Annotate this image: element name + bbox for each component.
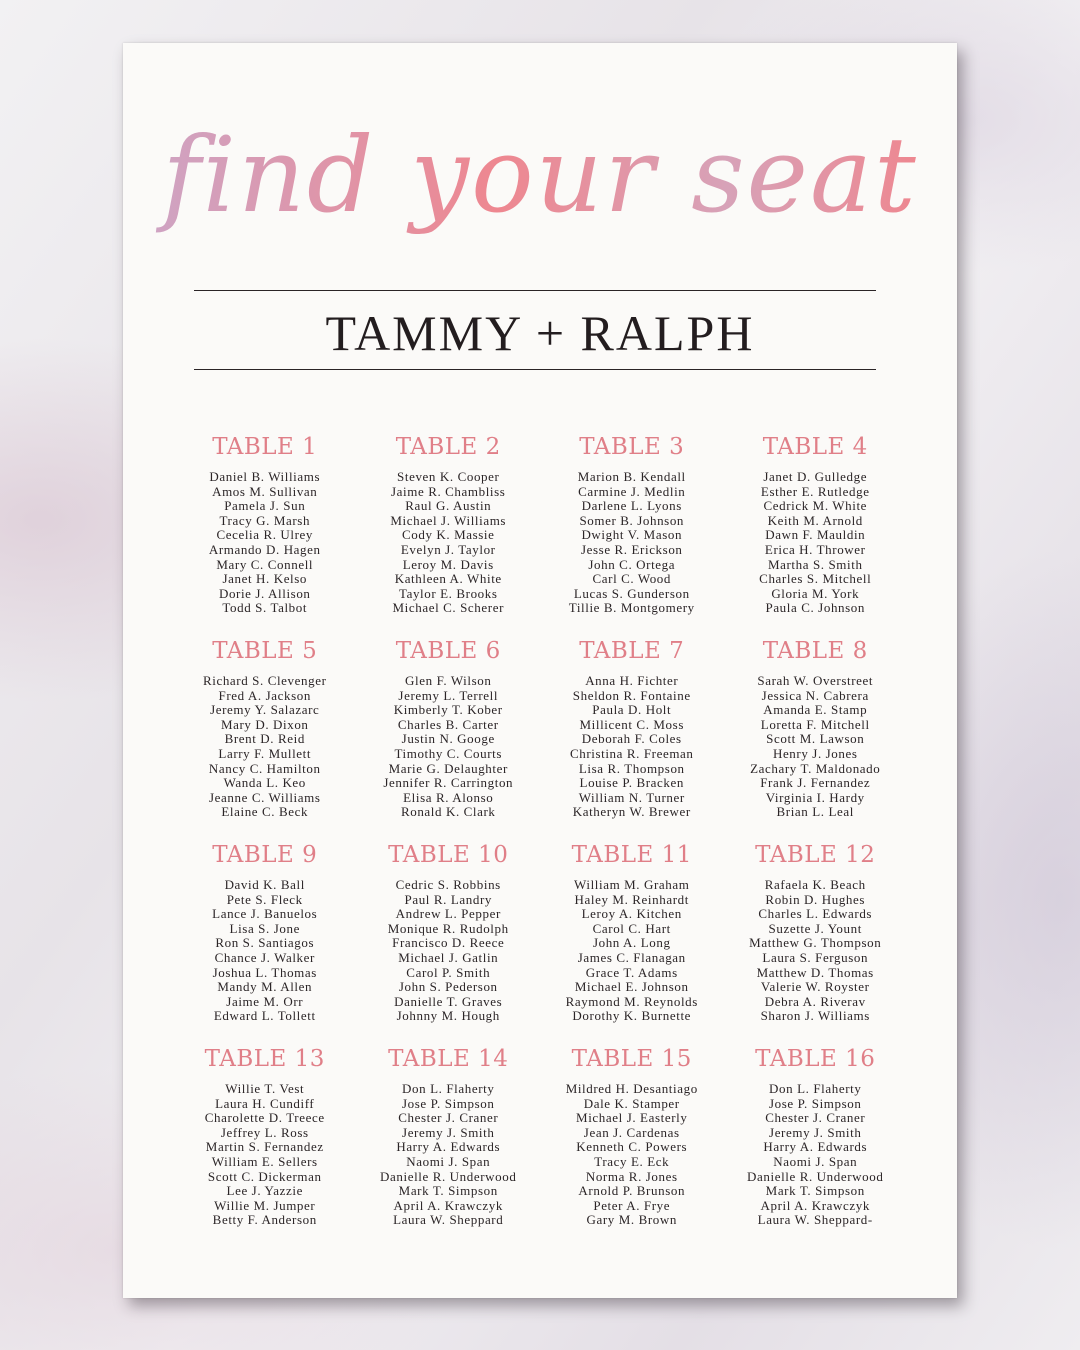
guest-name: Tracy E. Eck xyxy=(594,1153,670,1169)
guest-name: Jeremy J. Smith xyxy=(402,1124,495,1140)
guest-name: Cecelia R. Ulrey xyxy=(216,527,314,543)
guest-name: John S. Pederson xyxy=(398,979,498,995)
guest-name: Henry J. Jones xyxy=(772,745,858,761)
guest-name: Michael E. Johnson xyxy=(574,979,689,995)
guest-name: Anna H. Fichter xyxy=(585,673,679,688)
guest-name: Matthew D. Thomas xyxy=(756,964,874,980)
guest-name: Pete S. Fleck xyxy=(226,891,303,907)
guest-name: Raymond M. Reynolds xyxy=(565,993,698,1009)
table-heading: TABLE 12 xyxy=(755,842,876,868)
table-heading: TABLE 1 xyxy=(212,434,318,460)
table-block xyxy=(173,840,357,1044)
guest-name: Jean J. Cardenas xyxy=(583,1124,680,1140)
guest-name: Brian L. Leal xyxy=(776,804,854,820)
guest-name: Somer B. Johnson xyxy=(579,512,685,528)
guest-name: Tillie B. Montgomery xyxy=(568,600,695,616)
guest-name: Deborah F. Coles xyxy=(581,731,682,747)
guest-name: Paula D. Holt xyxy=(592,702,672,718)
guest-name: Naomi J. Span xyxy=(406,1153,491,1169)
table-heading: TABLE 11 xyxy=(571,842,692,868)
guest-name: Jessica N. Cabrera xyxy=(761,687,869,703)
table-block xyxy=(173,636,357,840)
table-block xyxy=(173,1044,357,1248)
table-heading: TABLE 10 xyxy=(388,842,509,868)
guest-name: Debra A. Riverav xyxy=(764,993,866,1009)
seating-chart-sign xyxy=(123,43,957,1298)
guest-name: James C. Flanagan xyxy=(577,949,686,965)
guest-name: Chester J. Craner xyxy=(765,1110,866,1126)
guest-name: William M. Graham xyxy=(574,877,690,892)
guest-name: Arnold P. Brunson xyxy=(578,1183,686,1199)
guest-name: Peter A. Frye xyxy=(593,1197,671,1213)
guest-name: Rafaela K. Beach xyxy=(764,877,866,892)
guest-name: Grace T. Adams xyxy=(585,964,678,980)
guest-name: Jose P. Simpson xyxy=(769,1095,862,1111)
guest-name: Erica H. Thrower xyxy=(764,541,866,557)
guest-name: Cedric S. Robbins xyxy=(395,877,501,892)
guest-name: Leroy M. Davis xyxy=(402,556,494,572)
guest-name: Lucas S. Gunderson xyxy=(573,585,690,601)
guest-name: Dorie J. Allison xyxy=(218,585,311,601)
guest-name: Michael J. Easterly xyxy=(576,1110,688,1126)
guest-name: Dawn F. Mauldin xyxy=(765,527,866,543)
guest-name: Katheryn W. Brewer xyxy=(572,804,691,820)
guest-name: Virginia I. Hardy xyxy=(765,789,865,805)
guest-name: Tracy G. Marsh xyxy=(219,512,311,528)
guest-name: Louise P. Bracken xyxy=(579,775,684,791)
guest-name: Andrew L. Pepper xyxy=(395,906,501,922)
guest-name: Robin D. Hughes xyxy=(765,891,866,907)
script-title-text: find your seat xyxy=(162,115,918,236)
guest-name: Richard S. Clevenger xyxy=(202,673,327,688)
guest-name: John C. Ortega xyxy=(588,556,676,572)
guest-name: Laura H. Cundiff xyxy=(215,1095,315,1111)
guest-name: Michael C. Scherer xyxy=(392,600,504,616)
tables-grid xyxy=(173,432,907,1248)
guest-name: Sharon J. Williams xyxy=(760,1008,870,1024)
guest-name: Gloria M. York xyxy=(771,585,860,601)
table-heading: TABLE 7 xyxy=(579,638,685,664)
table-heading: TABLE 6 xyxy=(395,638,501,664)
guest-name: Janet D. Gulledge xyxy=(763,469,868,484)
guest-name: Lisa S. Jone xyxy=(229,920,300,936)
guest-name: Naomi J. Span xyxy=(773,1153,858,1169)
guest-name: Elaine C. Beck xyxy=(221,804,309,820)
table-block xyxy=(724,636,908,840)
table-heading: TABLE 4 xyxy=(762,434,868,460)
guest-name: David K. Ball xyxy=(224,877,305,892)
table-block xyxy=(724,840,908,1044)
couple-names: TAMMY + RALPH xyxy=(325,305,755,361)
guest-name: Danielle R. Underwood xyxy=(380,1168,517,1184)
guest-name: Glen F. Wilson xyxy=(405,673,492,688)
guest-name: Justin N. Googe xyxy=(401,731,495,747)
table-heading: TABLE 2 xyxy=(395,434,501,460)
guest-name: Esther E. Rutledge xyxy=(760,483,870,499)
guest-name: William E. Sellers xyxy=(211,1153,318,1169)
guest-name: Mary D. Dixon xyxy=(220,716,309,732)
guest-name: Christina R. Freeman xyxy=(569,745,694,761)
table-block xyxy=(724,432,908,636)
guest-name: Mary C. Connell xyxy=(216,556,314,572)
guest-name: Taylor E. Brooks xyxy=(398,585,498,601)
guest-name: Norma R. Jones xyxy=(585,1168,678,1184)
guest-name: Amos M. Sullivan xyxy=(212,483,318,499)
guest-name: Jaime R. Chambliss xyxy=(391,483,506,499)
table-block xyxy=(173,432,357,636)
table-heading: TABLE 14 xyxy=(388,1046,509,1072)
table-block xyxy=(540,432,724,636)
guest-name: Danielle T. Graves xyxy=(394,993,503,1009)
guest-name: Betty F. Anderson xyxy=(212,1212,317,1228)
guest-name: Danielle R. Underwood xyxy=(747,1168,884,1184)
guest-name: Laura W. Sheppard- xyxy=(757,1212,873,1228)
guest-name: Todd S. Talbot xyxy=(222,600,308,616)
guest-name: Sarah W. Overstreet xyxy=(757,673,874,688)
guest-name: Francisco D. Reece xyxy=(392,935,505,951)
table-heading: TABLE 8 xyxy=(762,638,868,664)
guest-name: Lee J. Yazzie xyxy=(226,1183,303,1199)
guest-name: Don L. Flaherty xyxy=(769,1081,862,1096)
table-heading: TABLE 15 xyxy=(571,1046,692,1072)
guest-name: Laura S. Ferguson xyxy=(762,949,869,965)
guest-name: Frank J. Fernandez xyxy=(760,775,871,791)
table-block xyxy=(357,1044,541,1248)
guest-name: Jose P. Simpson xyxy=(402,1095,495,1111)
guest-name: Marie G. Delaughter xyxy=(388,760,508,776)
table-block xyxy=(540,1044,724,1248)
table-heading: TABLE 9 xyxy=(212,842,318,868)
guest-name: William N. Turner xyxy=(578,789,685,805)
guest-name: Monique R. Rudolph xyxy=(387,920,509,936)
guest-name: Zachary T. Maldonado xyxy=(750,760,881,776)
guest-name: Pamela J. Sun xyxy=(224,498,306,514)
guest-name: Suzette J. Yount xyxy=(768,920,862,936)
guest-name: Dale K. Stamper xyxy=(583,1095,680,1111)
guest-name: Mark T. Simpson xyxy=(765,1183,865,1199)
guest-name: Chester J. Craner xyxy=(398,1110,499,1126)
guest-name: Jeremy Y. Salazarc xyxy=(210,702,320,718)
guest-name: Ron S. Santiagos xyxy=(215,935,315,951)
guest-name: Kathleen A. White xyxy=(394,571,502,587)
guest-name: Amanda E. Stamp xyxy=(763,702,868,718)
guest-name: Millicent C. Moss xyxy=(579,716,684,732)
guest-name: Carol C. Hart xyxy=(592,920,671,936)
guest-name: Joshua L. Thomas xyxy=(212,964,317,980)
guest-name: Armando D. Hagen xyxy=(208,541,321,557)
guest-name: Dwight V. Mason xyxy=(581,527,683,543)
guest-name: Nancy C. Hamilton xyxy=(208,760,321,776)
guest-name: Carol P. Smith xyxy=(406,964,491,980)
script-title xyxy=(123,83,957,283)
guest-name: Gary M. Brown xyxy=(586,1212,677,1228)
guest-name: Brent D. Reid xyxy=(224,731,305,747)
guest-name: Martin S. Fernandez xyxy=(205,1139,324,1155)
guest-name: April A. Krawczyk xyxy=(393,1197,503,1213)
divider-top xyxy=(194,290,876,291)
guest-name: Jesse R. Erickson xyxy=(580,541,683,557)
guest-name: Loretta F. Mitchell xyxy=(760,716,870,732)
guest-name: Cody K. Massie xyxy=(401,527,495,543)
guest-name: Don L. Flaherty xyxy=(402,1081,495,1096)
guest-name: Edward L. Tollett xyxy=(213,1008,316,1024)
guest-name: Lisa R. Thompson xyxy=(578,760,685,776)
table-heading: TABLE 3 xyxy=(579,434,685,460)
guest-name: Evelyn J. Taylor xyxy=(400,541,496,557)
guest-name: Laura W. Sheppard xyxy=(393,1212,504,1228)
guest-name: Marion B. Kendall xyxy=(577,469,686,484)
guest-name: Charolette D. Treece xyxy=(204,1110,325,1126)
guest-name: Carl C. Wood xyxy=(592,571,671,587)
guest-name: Willie T. Vest xyxy=(225,1081,305,1096)
guest-name: Keith M. Arnold xyxy=(767,512,863,528)
guest-name: Jeremy J. Smith xyxy=(769,1124,862,1140)
guest-name: Steven K. Cooper xyxy=(397,469,500,484)
guest-name: Jeffrey L. Ross xyxy=(220,1124,309,1140)
guest-name: Timothy C. Courts xyxy=(394,745,503,761)
guest-name: Leroy A. Kitchen xyxy=(581,906,682,922)
guest-name: Ronald K. Clark xyxy=(400,804,496,820)
guest-name: Chance J. Walker xyxy=(214,949,315,965)
guest-name: Elisa R. Alonso xyxy=(403,789,494,805)
guest-name: Paul R. Landry xyxy=(404,891,492,907)
guest-name: Janet H. Kelso xyxy=(222,571,308,587)
guest-name: Mandy M. Allen xyxy=(217,979,313,995)
guest-name: Jaime M. Orr xyxy=(226,993,304,1009)
table-block xyxy=(357,840,541,1044)
guest-name: Harry A. Edwards xyxy=(763,1139,868,1155)
divider-bottom xyxy=(194,369,876,370)
guest-name: Dorothy K. Burnette xyxy=(572,1008,692,1024)
guest-name: Wanda L. Keo xyxy=(223,775,306,791)
guest-name: Darlene L. Lyons xyxy=(581,498,682,514)
guest-name: Carmine J. Medlin xyxy=(578,483,686,499)
table-block xyxy=(724,1044,908,1248)
guest-name: Mildred H. Desantiago xyxy=(565,1081,698,1096)
guest-name: Jeremy L. Terrell xyxy=(398,687,499,703)
guest-name: Kimberly T. Kober xyxy=(393,702,503,718)
guest-name: Willie M. Jumper xyxy=(214,1197,316,1213)
guest-name: Scott C. Dickerman xyxy=(207,1168,322,1184)
guest-name: Martha S. Smith xyxy=(767,556,863,572)
guest-name: Valerie W. Royster xyxy=(760,979,870,995)
guest-name: John A. Long xyxy=(592,935,671,951)
table-heading: TABLE 13 xyxy=(204,1046,325,1072)
table-block xyxy=(357,636,541,840)
guest-name: Johnny M. Hough xyxy=(396,1008,500,1024)
guest-name: Paula C. Johnson xyxy=(765,600,866,616)
guest-name: Michael J. Gatlin xyxy=(398,949,499,965)
guest-name: Cedrick M. White xyxy=(763,498,868,514)
guest-name: Charles L. Edwards xyxy=(758,906,873,922)
guest-name: Sheldon R. Fontaine xyxy=(572,687,691,703)
guest-name: Fred A. Jackson xyxy=(218,687,311,703)
table-heading: TABLE 16 xyxy=(755,1046,876,1072)
table-block xyxy=(540,636,724,840)
guest-name: Scott M. Lawson xyxy=(766,731,865,747)
guest-name: Larry F. Mullett xyxy=(218,745,312,761)
guest-name: Haley M. Reinhardt xyxy=(574,891,689,907)
guest-name: Kenneth C. Powers xyxy=(576,1139,688,1155)
guest-name: Michael J. Williams xyxy=(390,512,507,528)
guest-name: Jeanne C. Williams xyxy=(209,789,321,805)
guest-name: April A. Krawczyk xyxy=(760,1197,870,1213)
table-block xyxy=(357,432,541,636)
guest-name: Raul G. Austin xyxy=(405,498,492,514)
guest-name: Charles S. Mitchell xyxy=(759,571,872,587)
table-heading: TABLE 5 xyxy=(212,638,318,664)
guest-name: Mark T. Simpson xyxy=(398,1183,498,1199)
guest-name: Charles B. Carter xyxy=(397,716,499,732)
table-block xyxy=(540,840,724,1044)
guest-name: Lance J. Banuelos xyxy=(212,906,318,922)
guest-name: Jennifer R. Carrington xyxy=(383,775,514,791)
guest-name: Matthew G. Thompson xyxy=(749,935,882,951)
guest-name: Harry A. Edwards xyxy=(396,1139,501,1155)
guest-name: Daniel B. Williams xyxy=(209,469,321,484)
